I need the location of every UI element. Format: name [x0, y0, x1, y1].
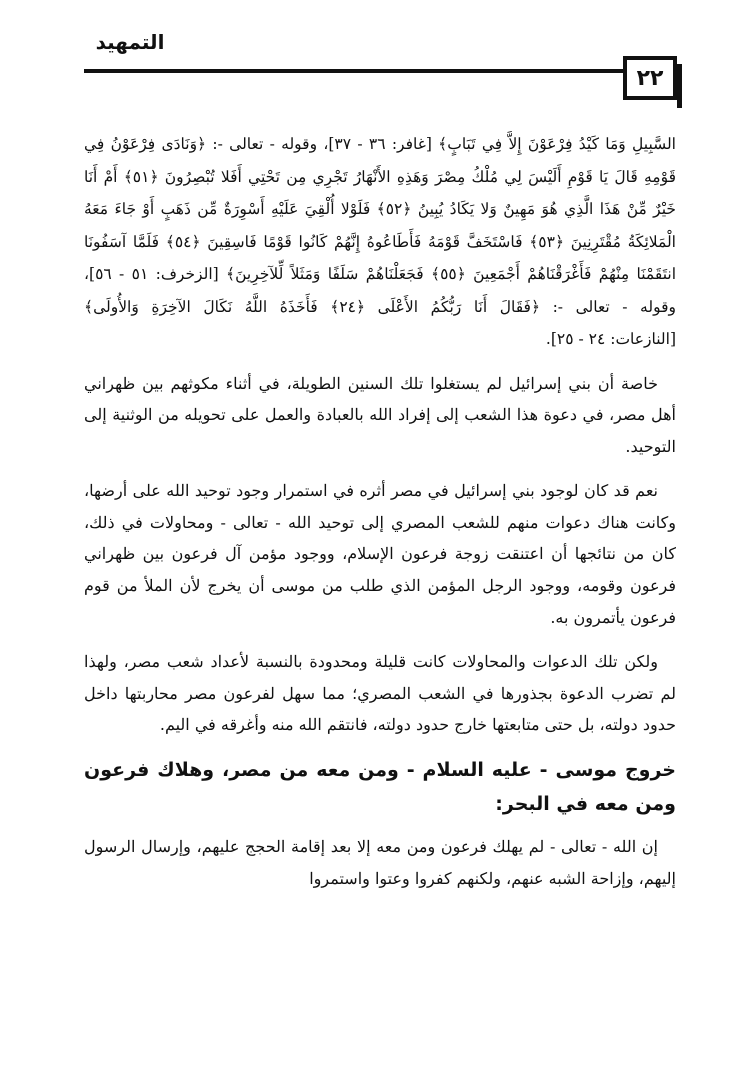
quote-reference: [النازعات: ٢٤ - ٢٥].: [545, 330, 676, 348]
paragraph-3: ولكن تلك الدعوات والمحاولات كانت قليلة ومحدودة بالنسبة لأعداد شعب مصر، ولهذا لم تضرب الدعوة بجذورها في الشعب المصري؛ مما سهل لفرعون مصر محاربتها داخل حدود دولته، بل حتى متابعتها خارج حدود دولته، فانتقم الله منه وأغرقه في اليم.: [84, 651, 676, 735]
paragraph-1: خاصة أن بني إسرائيل لم يستغلوا تلك السنين الطويلة، في أثناء مكوثهم بين ظهراني أهل مصر، في دعوة هذا الشعب إلى إفراد الله بالعبادة والعمل على تحويله من الوثنية إلى التوحيد.: [84, 373, 676, 457]
paragraph-4: إن الله - تعالى - لم يهلك فرعون ومن معه إلا بعد إقامة الحجج عليهم، وإرسال الرسول إليهم، وإزاحة الشبه عنهم، ولكنهم كفروا وعتوا واستمروا: [84, 837, 676, 889]
page-body: [84, 128, 676, 907]
quote-text: السَّبِيلِ وَمَا كَيْدُ فِرْعَوْنَ إِلاَّ فِي تَبَابٍ﴾ [غافر: ٣٦ - ٣٧]، وقوله - تعالى -: ﴿وَنَادَى فِرْعَوْنُ فِي قَوْمِهِ قَالَ يَا قَوْمِ أَلَيْسَ لِي مُلْكُ مِصْرَ وَهَذِهِ الأَنْهَارُ تَجْرِي مِن تَحْتِي أَفَلا تُبْصِرُونَ ﴿٥١﴾ أَمْ أَنَا خَيْرٌ مِّنْ هَذَا الَّذِي هُوَ مَهِينٌ وَلا يَكَادُ يُبِينُ ﴿٥٢﴾ فَلَوْلا أُلْقِيَ عَلَيْهِ أَسْوِرَةٌ مِّن ذَهَبٍ أَوْ جَاءَ مَعَهُ الْمَلائِكَةُ مُقْتَرِنِينَ ﴿٥٣﴾ فَاسْتَخَفَّ قَوْمَهُ فَأَطَاعُوهُ إِنَّهُمْ كَانُوا قَوْمًا فَاسِقِينَ ﴿٥٤﴾ فَلَمَّا آسَفُونَا انتَقَمْنَا مِنْهُمْ فَأَغْرَقْنَاهُمْ أَجْمَعِينَ ﴿٥٥﴾ فَجَعَلْنَاهُمْ سَلَفًا وَمَثَلاً لِّلآخِرِينَ﴾ [الزخرف: ٥١ - ٥٦]، وقوله - تعالى -: ﴿فَقَالَ أَنَا رَبُّكُمُ الأَعْلَى ﴿٢٤﴾ فَأَخَذَهُ اللَّهُ نَكَالَ الآخِرَةِ وَالأُولَى﴾: [84, 135, 677, 316]
running-header-title: التمهيد: [95, 30, 165, 54]
page-number-box: [623, 56, 677, 100]
quran-quote-block: [84, 128, 676, 356]
header-rule: [84, 69, 624, 73]
paragraph-2: نعم قد كان لوجود بني إسرائيل في مصر أثره في استمرار وجود توحيد الله على أرضها، وكانت هناك دعوات منهم للشعب المصري إلى توحيد الله - تعالى - ومحاولات في ذلك، كان من نتائجها أن اعتنقت زوجة فرعون الإسلام، ووجود مؤمن آل فرعون بين ظهراني فرعون وقومه، ووجود الرجل المؤمن الذي طلب من موسى أن يخرج لأن الملأ من قوم فرعون يأتمرون به.: [84, 480, 677, 628]
section-heading: خروج موسى - عليه السلام - ومن معه من مصر، وهلاك فرعون ومن معه في البحر:: [84, 759, 676, 816]
page-number: ٢٢: [636, 65, 664, 91]
